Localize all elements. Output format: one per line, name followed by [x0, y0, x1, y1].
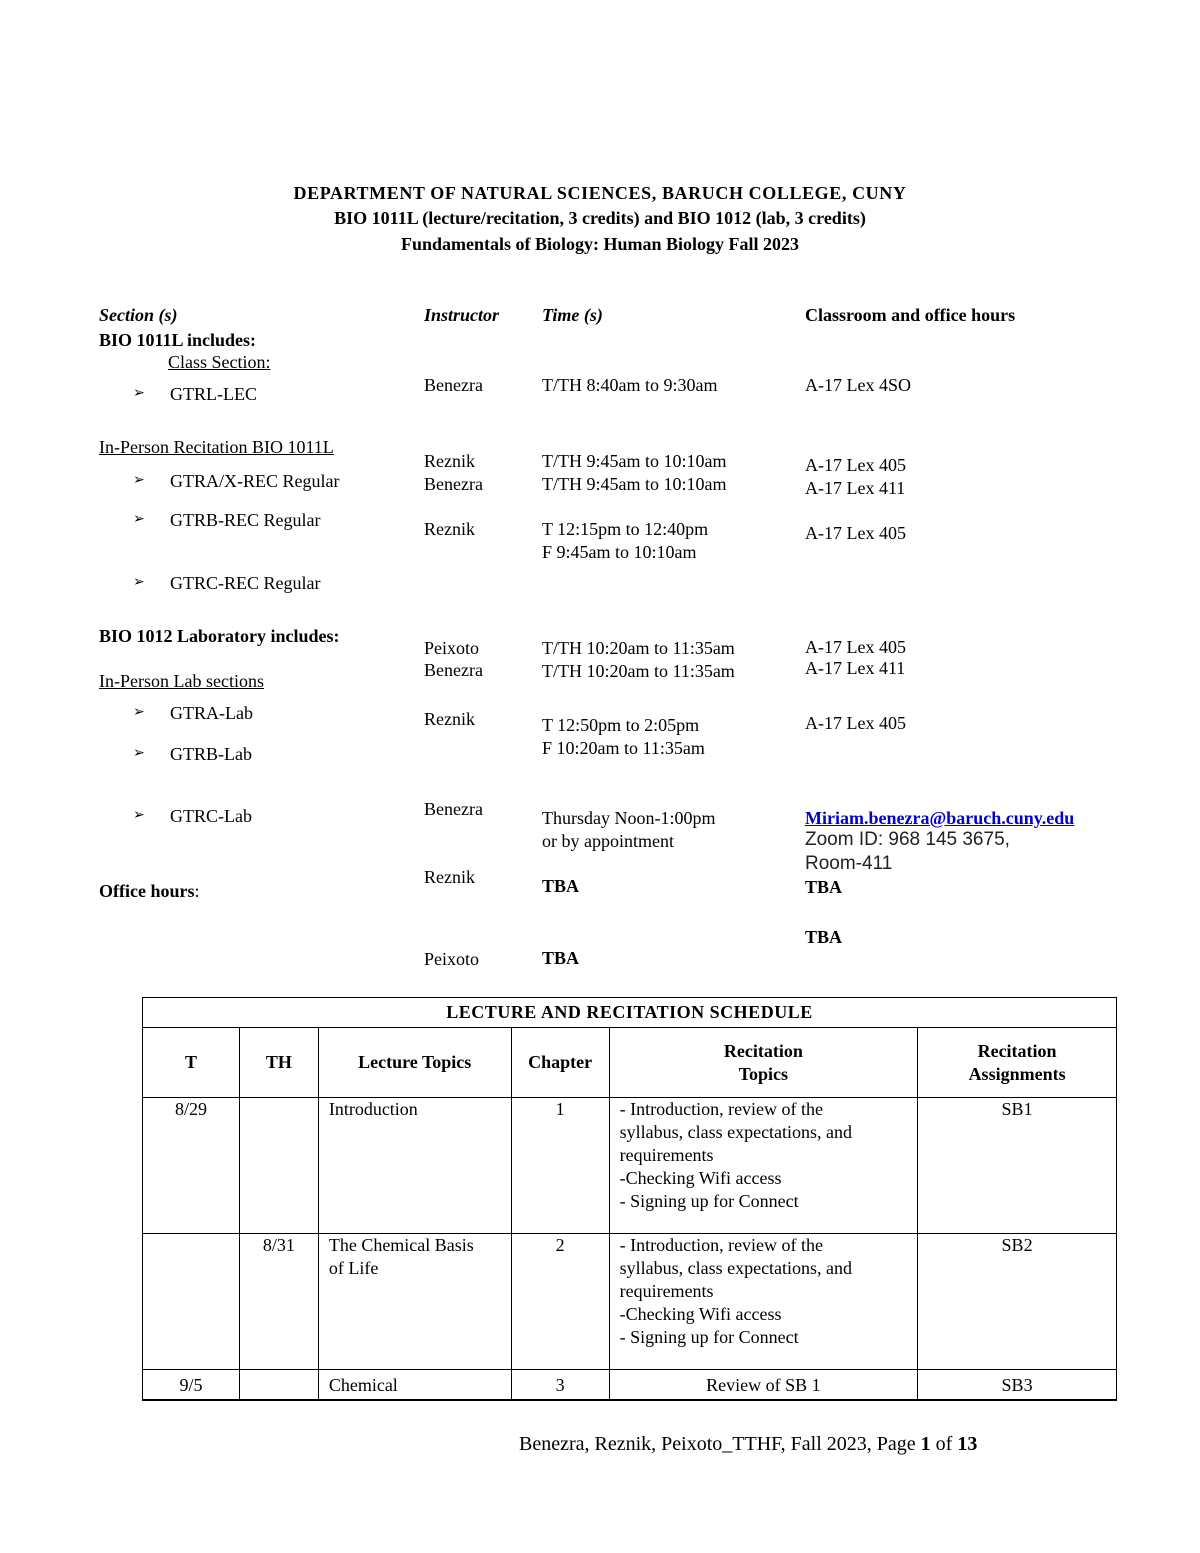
oh3-time: TBA — [542, 948, 580, 968]
lab1-room: A-17 Lex 405 — [805, 637, 906, 657]
arrow-bullet-icon: ➢ — [133, 575, 145, 590]
oh3-room: TBA — [805, 927, 843, 947]
header-lecture-topics: Lecture Topics — [318, 1028, 511, 1098]
rec1-room: A-17 Lex 405 — [805, 455, 906, 475]
row2-chapter: 2 — [511, 1234, 609, 1370]
oh2-time: TBA — [542, 876, 580, 896]
rec3-instructor: Reznik — [424, 519, 475, 539]
office-room: Room-411 — [805, 853, 893, 874]
header-recitation-topics-line2: Topics — [738, 1063, 789, 1084]
row2-th: 8/31 — [239, 1234, 318, 1370]
arrow-bullet-icon: ➢ — [133, 473, 145, 488]
arrow-bullet-icon: ➢ — [133, 808, 145, 823]
office-hours-text: Office hours — [99, 881, 195, 901]
row2-rec-line: - Introduction, review of the — [619, 1235, 824, 1255]
footer-page-number: 1 — [920, 1433, 931, 1455]
lab2-room: A-17 Lex 411 — [805, 658, 906, 678]
oh2-instructor: Reznik — [424, 867, 475, 887]
lab2-time: T/TH 10:20am to 11:35am — [542, 661, 735, 681]
oh1-instructor: Benezra — [424, 799, 483, 819]
oh3-instructor: Peixoto — [424, 949, 480, 969]
oh1-time: Thursday Noon-1:00pm — [542, 808, 716, 828]
table-row — [143, 1370, 1117, 1401]
header-recitation-topics-line1: Recitation — [723, 1040, 803, 1061]
lab-includes-label: BIO 1012 Laboratory includes: — [99, 626, 340, 646]
table-title-row — [143, 998, 1117, 1028]
gtrl-time: T/TH 8:40am to 9:30am — [542, 375, 718, 395]
zoom-id: Zoom ID: 968 145 3675, — [805, 829, 1010, 850]
row3-recitation: Review of SB 1 — [609, 1370, 918, 1401]
department-heading: DEPARTMENT OF NATURAL SCIENCES, BARUCH COLLEGE, CUNY — [293, 183, 907, 203]
course-heading: BIO 1011L (lecture/recitation, 3 credits) and BIO 1012 (lab, 3 credits) — [334, 208, 866, 228]
row2-rec-line: syllabus, class expectations, and — [619, 1258, 853, 1278]
row1-rec-line: - Introduction, review of the — [619, 1099, 824, 1119]
row1-rec-line: -Checking Wifi access — [619, 1168, 782, 1188]
row2-rec-line: - Signing up for Connect — [619, 1327, 799, 1347]
header-recitation-assignments-line1: Recitation — [977, 1040, 1057, 1061]
header-recitation-assignments-line2: Assignments — [968, 1063, 1066, 1084]
office-hours-colon: : — [194, 881, 200, 901]
row1-rec-line: requirements — [619, 1145, 714, 1165]
classroom-column-header: Classroom and office hours — [805, 305, 1016, 325]
arrow-bullet-icon: ➢ — [133, 705, 145, 720]
gtrl-room: A-17 Lex 4SO — [805, 375, 911, 395]
instructor-column-header: Instructor — [424, 305, 500, 325]
row1-rec-line: syllabus, class expectations, and — [619, 1122, 853, 1142]
lab3-time-friday: F 10:20am to 11:35am — [542, 738, 705, 758]
footer-total-pages: 13 — [957, 1433, 978, 1455]
rec1-time: T/TH 9:45am to 10:10am — [542, 451, 727, 471]
lab1-time: T/TH 10:20am to 11:35am — [542, 638, 735, 658]
lecture-includes-label: BIO 1011L includes: — [99, 330, 257, 350]
lab2-instructor: Benezra — [424, 660, 483, 680]
rec3-room: A-17 Lex 405 — [805, 523, 906, 543]
table-row — [143, 1098, 1117, 1234]
footer-text: Benezra, Reznik, Peixoto_TTHF, Fall 2023, Page — [519, 1433, 921, 1455]
arrow-bullet-icon: ➢ — [133, 746, 145, 761]
section-gtrl-lec: GTRL-LEC — [170, 384, 257, 404]
time-column-header: Time (s) — [542, 305, 603, 325]
lab3-time-tuesday: T 12:50pm to 2:05pm — [542, 715, 700, 735]
rec2-time: T/TH 9:45am to 10:10am — [542, 474, 727, 494]
lab1-instructor: Peixoto — [424, 638, 480, 658]
row1-chapter: 1 — [511, 1098, 609, 1234]
rec3-time-tuesday: T 12:15pm to 12:40pm — [542, 519, 709, 539]
section-gtrc-rec: GTRC-REC Regular — [170, 573, 321, 593]
row1-t: 8/29 — [143, 1098, 240, 1234]
oh2-room: TBA — [805, 877, 843, 897]
header-th: TH — [239, 1028, 318, 1098]
table-row — [143, 1234, 1117, 1370]
row2-rec-line: -Checking Wifi access — [619, 1304, 782, 1324]
section-gtra-rec: GTRA/X-REC Regular — [170, 471, 340, 491]
page-footer — [519, 1432, 977, 1456]
row2-topic-line: The Chemical Basis — [328, 1235, 474, 1255]
row3-t: 9/5 — [143, 1370, 240, 1401]
lab3-instructor: Reznik — [424, 709, 475, 729]
section-gtrc-lab: GTRC-Lab — [170, 806, 252, 826]
rec1-instructor: Reznik — [424, 451, 475, 471]
rec2-instructor: Benezra — [424, 474, 483, 494]
row1-assignment: SB1 — [918, 1098, 1117, 1234]
rec3-time-friday: F 9:45am to 10:10am — [542, 542, 697, 562]
row2-recitation — [609, 1234, 918, 1370]
rec2-room: A-17 Lex 411 — [805, 478, 906, 498]
section-gtrb-rec: GTRB-REC Regular — [170, 510, 321, 530]
gtrl-instructor: Benezra — [424, 375, 483, 395]
header-chapter: Chapter — [511, 1028, 609, 1098]
section-column-header: Section (s) — [99, 305, 178, 325]
instructor-email-link[interactable]: Miriam.benezra@baruch.cuny.edu — [805, 808, 1075, 828]
row1-topic: Introduction — [318, 1098, 511, 1234]
row2-topic-line: of Life — [328, 1258, 379, 1278]
row3-topic: Chemical — [318, 1370, 511, 1401]
header-recitation-topics — [609, 1028, 918, 1098]
arrow-bullet-icon: ➢ — [133, 512, 145, 527]
table-header-row — [143, 1028, 1117, 1098]
row3-th — [239, 1370, 318, 1401]
row2-t — [143, 1234, 240, 1370]
lab-sections-heading: In-Person Lab sections — [99, 671, 264, 691]
lab3-room: A-17 Lex 405 — [805, 713, 906, 733]
row2-assignment: SB2 — [918, 1234, 1117, 1370]
row2-topic — [318, 1234, 511, 1370]
row1-recitation — [609, 1098, 918, 1234]
arrow-bullet-icon: ➢ — [133, 386, 145, 401]
footer-of: of — [930, 1433, 958, 1455]
header-recitation-assignments — [918, 1028, 1117, 1098]
course-title: Fundamentals of Biology: Human Biology Fall 2023 — [400, 234, 800, 254]
class-section-label: Class Section: — [168, 352, 271, 372]
lecture-recitation-schedule-table — [142, 997, 1117, 1401]
office-hours-label — [99, 880, 200, 902]
schedule-title: LECTURE AND RECITATION SCHEDULE — [143, 998, 1117, 1028]
recitation-heading: In-Person Recitation BIO 1011L — [99, 437, 334, 457]
section-gtra-lab: GTRA-Lab — [170, 703, 253, 723]
header-t: T — [143, 1028, 240, 1098]
row1-rec-line: - Signing up for Connect — [619, 1191, 799, 1211]
row1-th — [239, 1098, 318, 1234]
section-gtrb-lab: GTRB-Lab — [170, 744, 252, 764]
row2-rec-line: requirements — [619, 1281, 714, 1301]
row3-assignment: SB3 — [918, 1370, 1117, 1401]
row3-chapter: 3 — [511, 1370, 609, 1401]
oh1-appointment: or by appointment — [542, 831, 674, 851]
